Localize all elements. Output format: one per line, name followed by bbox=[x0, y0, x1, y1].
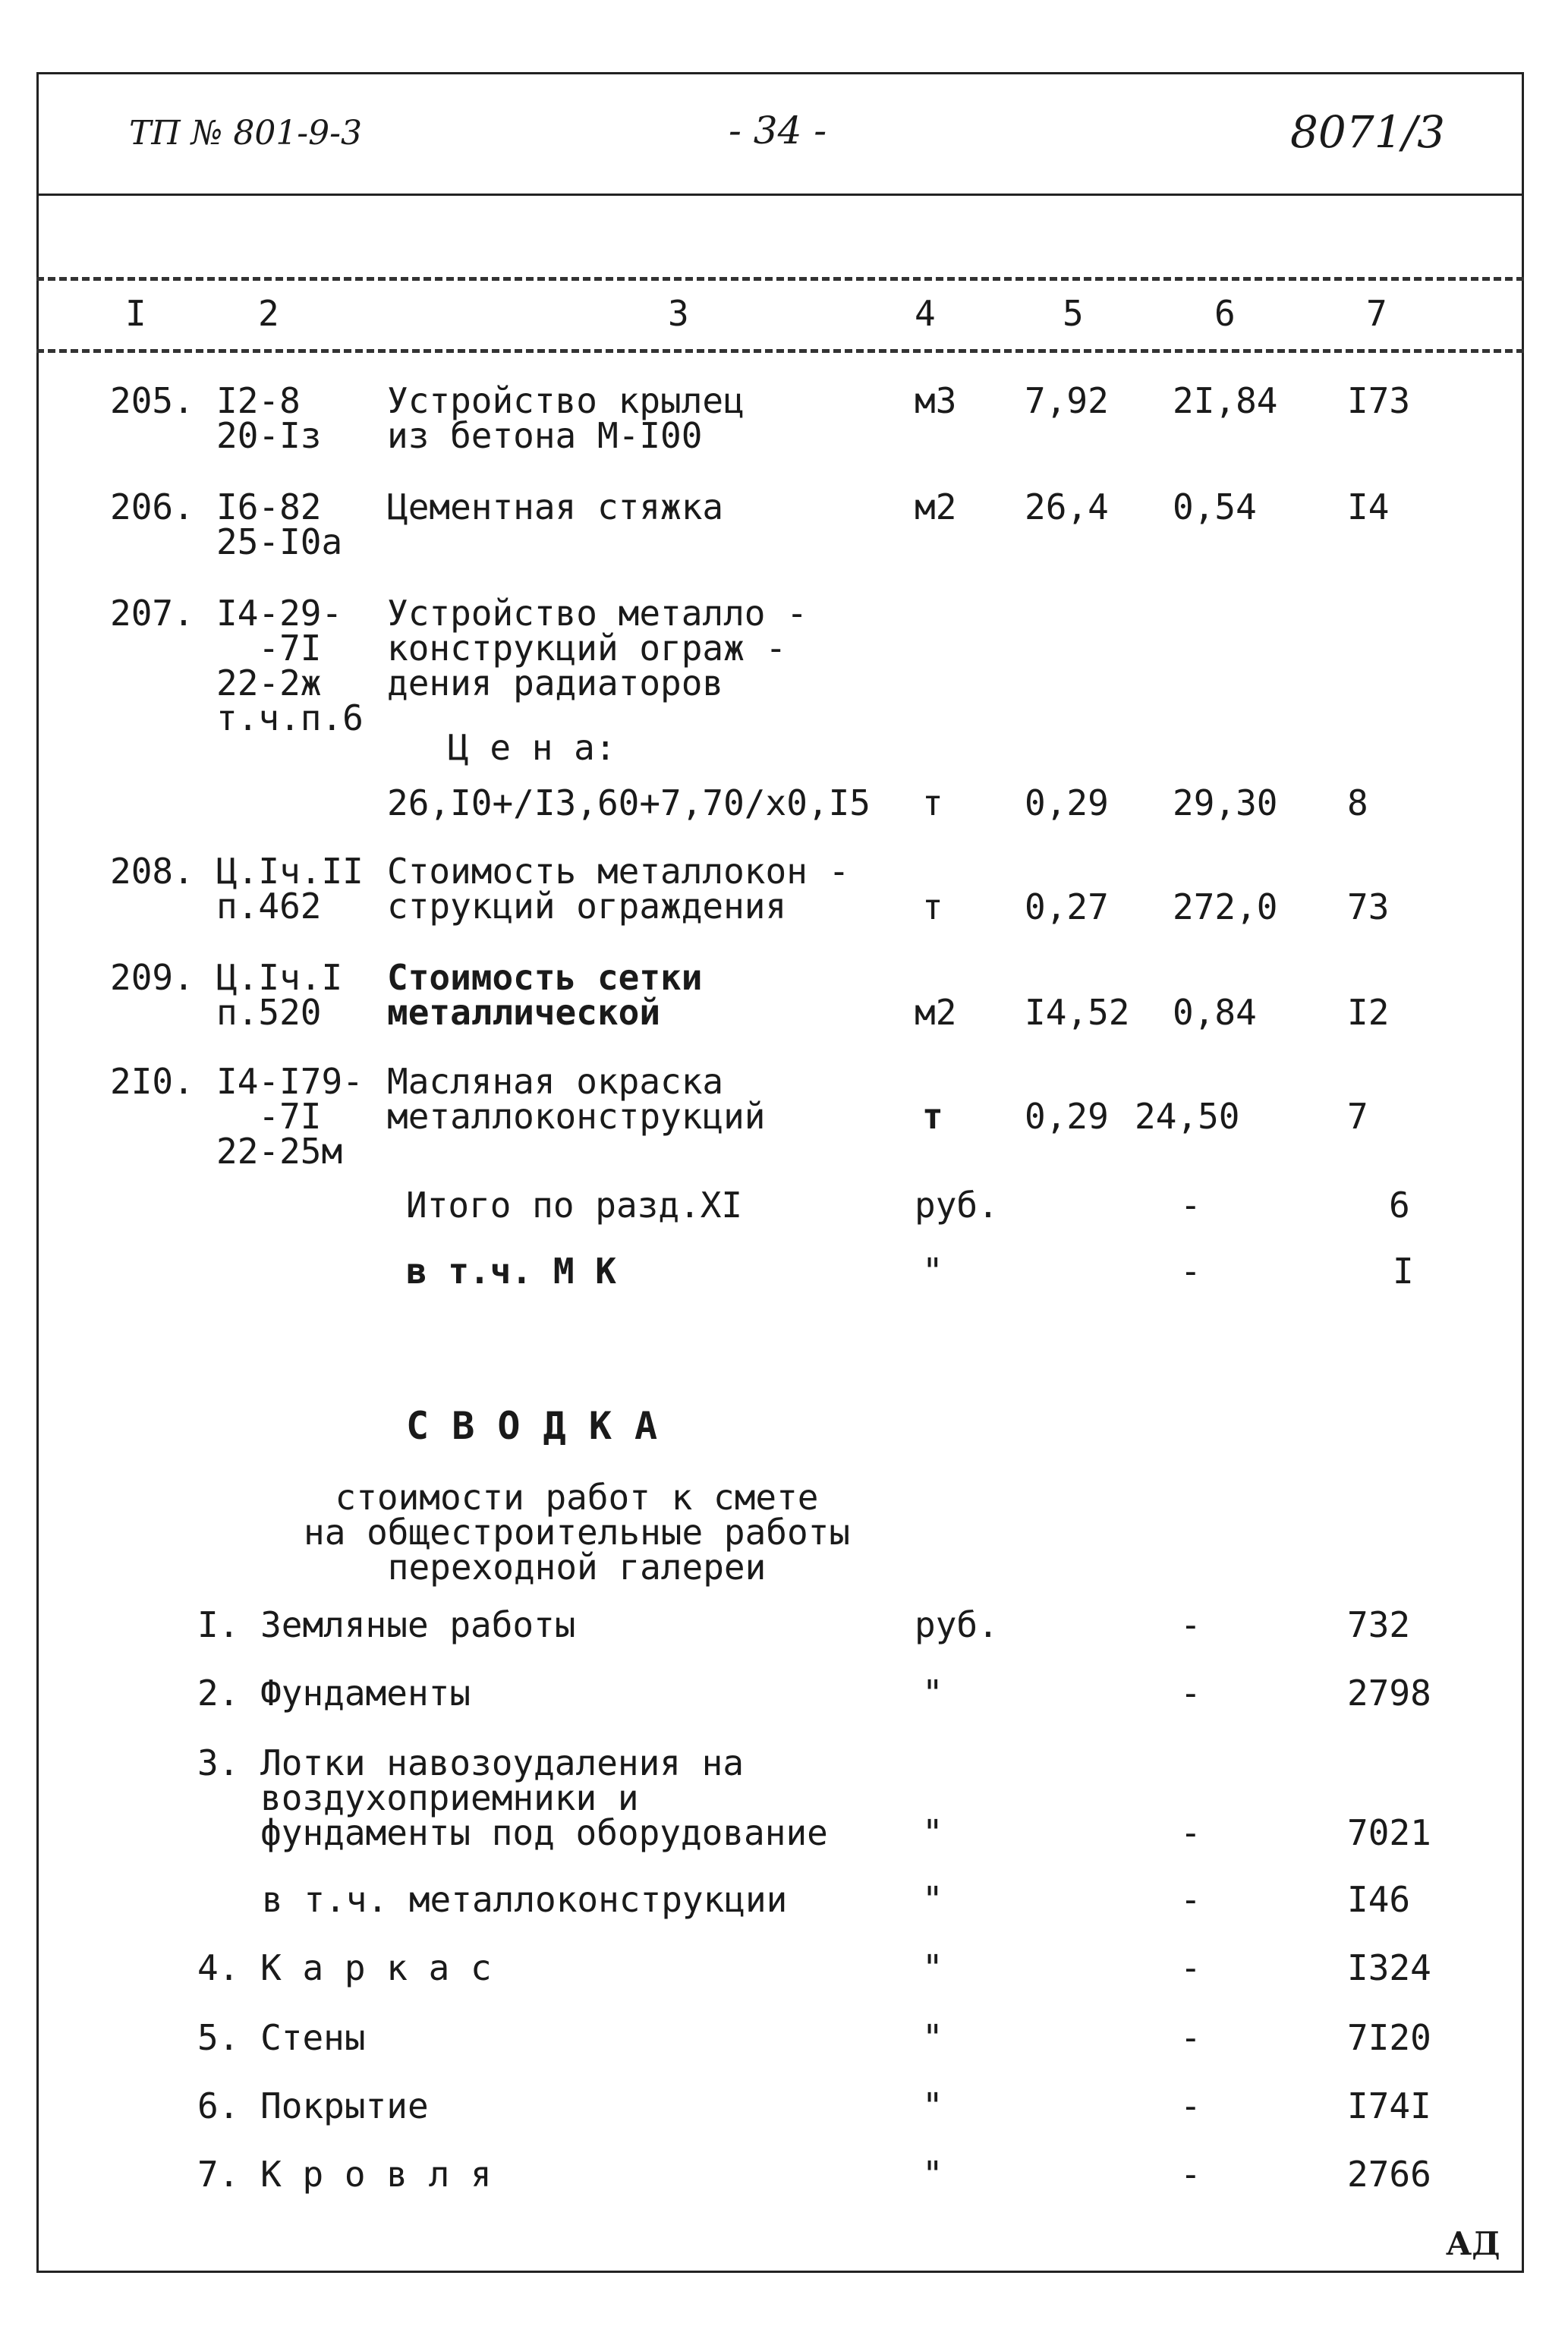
row-207-total: 8 bbox=[1347, 782, 1368, 823]
summary-item-2-value: 2798 bbox=[1347, 1673, 1431, 1714]
subtotal-unit: руб. bbox=[915, 1185, 999, 1226]
row-206-total: I4 bbox=[1347, 486, 1390, 527]
row-205-num: 205. bbox=[110, 380, 194, 421]
row-209-qty: I4,52 bbox=[1025, 992, 1130, 1033]
summary-item-3a-dash: - bbox=[1180, 1879, 1201, 1920]
subtotal-value: 6 bbox=[1389, 1185, 1410, 1226]
doc-code: ТП № 801-9-3 bbox=[129, 114, 363, 153]
col-num-2: 2 bbox=[258, 293, 279, 334]
column-header-top-rule bbox=[36, 277, 1524, 281]
row-208-name: Стоимость металлокон - струкций ограждения bbox=[387, 851, 850, 927]
col-num-1: I bbox=[125, 293, 146, 334]
summary-item-2-dash: - bbox=[1180, 1673, 1201, 1714]
row-210-unit: т bbox=[922, 1096, 943, 1137]
summary-title: С В О Д К А bbox=[406, 1404, 658, 1448]
summary-item-3-dash: - bbox=[1180, 1812, 1201, 1853]
row-209-total: I2 bbox=[1347, 992, 1390, 1033]
summary-item-3-label: 3. Лотки навозоудаления на воздухоприемники и фундаменты под оборудование bbox=[197, 1742, 828, 1853]
row-207-code: I4-29- -7I 22-2ж т.ч.п.6 bbox=[216, 593, 364, 738]
summary-item-1-label: I. Земляные работы bbox=[197, 1604, 576, 1645]
summary-item-4-dash: - bbox=[1180, 1947, 1201, 1988]
summary-item-5-label: 5. Стены bbox=[197, 2017, 366, 2058]
row-209-code: Ц.Iч.I п.520 bbox=[216, 957, 343, 1033]
summary-item-3a-value: I46 bbox=[1347, 1879, 1411, 1920]
summary-item-5-value: 7I20 bbox=[1347, 2017, 1431, 2058]
row-209-unit: м2 bbox=[915, 992, 957, 1033]
summary-item-1-dash: - bbox=[1180, 1604, 1201, 1645]
summary-subtitle: стоимости работ к смете на общестроительные работы переходной галереи bbox=[304, 1477, 851, 1588]
row-207-price-label: Ц е н а: bbox=[448, 727, 616, 768]
summary-item-1-value: 732 bbox=[1347, 1604, 1411, 1645]
row-207-num: 207. bbox=[110, 593, 194, 634]
row-205-code: I2-8 20-Iз bbox=[216, 380, 322, 456]
row-206-num: 206. bbox=[110, 486, 194, 527]
summary-item-7-value: 2766 bbox=[1347, 2154, 1431, 2195]
corner-stamp: АД bbox=[1446, 2225, 1500, 2262]
row-207-name: Устройство металло - конструкций ограж - дения радиаторов bbox=[387, 593, 808, 703]
page-number: - 34 - bbox=[729, 109, 827, 153]
summary-item-3-unit: " bbox=[922, 1812, 943, 1853]
summary-item-2-unit: " bbox=[922, 1673, 943, 1714]
row-207-price-formula: 26,I0+/I3,60+7,70/х0,I5 bbox=[387, 782, 871, 823]
summary-item-6-dash: - bbox=[1180, 2085, 1201, 2126]
subtotal-mk-unit: " bbox=[922, 1251, 943, 1292]
row-206-price: 0,54 bbox=[1173, 486, 1257, 527]
row-205-unit: м3 bbox=[915, 380, 957, 421]
summary-item-6-value: I74I bbox=[1347, 2085, 1431, 2126]
row-210-code: I4-I79- -7I 22-25м bbox=[216, 1061, 364, 1172]
row-205-total: I73 bbox=[1347, 380, 1411, 421]
summary-item-3-value: 7021 bbox=[1347, 1812, 1431, 1853]
col-num-6: 6 bbox=[1214, 293, 1236, 334]
subtotal-mk-label: в т.ч. М К bbox=[406, 1251, 616, 1292]
col-num-4: 4 bbox=[915, 293, 936, 334]
row-207-unit: т bbox=[922, 782, 943, 823]
row-207-price: 29,30 bbox=[1173, 782, 1278, 823]
summary-item-4-value: I324 bbox=[1347, 1947, 1431, 1988]
row-208-total: 73 bbox=[1347, 886, 1390, 927]
row-208-price: 272,0 bbox=[1173, 886, 1278, 927]
summary-item-6-label: 6. Покрытие bbox=[197, 2085, 429, 2126]
row-210-name: Масляная окраска металлоконструкций bbox=[387, 1061, 766, 1137]
col-num-7: 7 bbox=[1366, 293, 1387, 334]
row-206-qty: 26,4 bbox=[1025, 486, 1109, 527]
header-divider bbox=[36, 194, 1524, 196]
row-209-price: 0,84 bbox=[1173, 992, 1257, 1033]
subtotal-mk-value: I bbox=[1393, 1251, 1414, 1292]
summary-item-6-unit: " bbox=[922, 2085, 943, 2126]
row-206-code: I6-82 25-I0а bbox=[216, 486, 343, 562]
subtotal-mk-dash: - bbox=[1180, 1251, 1201, 1292]
row-208-code: Ц.Iч.II п.462 bbox=[216, 851, 364, 927]
row-205-qty: 7,92 bbox=[1025, 380, 1109, 421]
subtotal-label: Итого по разд.XI bbox=[406, 1185, 743, 1226]
row-206-name: Цементная стяжка bbox=[387, 486, 724, 527]
summary-item-5-dash: - bbox=[1180, 2017, 1201, 2058]
summary-item-7-dash: - bbox=[1180, 2154, 1201, 2195]
row-207-qty: 0,29 bbox=[1025, 782, 1109, 823]
row-208-num: 208. bbox=[110, 851, 194, 892]
column-header-bottom-rule bbox=[36, 349, 1524, 353]
row-205-price: 2I,84 bbox=[1173, 380, 1278, 421]
summary-item-7-label: 7. К р о в л я bbox=[197, 2154, 492, 2195]
col-num-5: 5 bbox=[1063, 293, 1084, 334]
row-210-num: 2I0. bbox=[110, 1061, 194, 1102]
subtotal-dash: - bbox=[1180, 1185, 1201, 1226]
inventory-number: 8071/3 bbox=[1290, 106, 1446, 158]
summary-item-4-label: 4. К а р к а с bbox=[197, 1947, 492, 1988]
row-208-unit: т bbox=[922, 886, 943, 927]
row-209-num: 209. bbox=[110, 957, 194, 998]
summary-item-3a-label: в т.ч. металлоконструкции bbox=[262, 1879, 788, 1920]
summary-item-4-unit: " bbox=[922, 1947, 943, 1988]
summary-item-7-unit: " bbox=[922, 2154, 943, 2195]
row-209-name: Стоимость сетки металлической bbox=[387, 957, 703, 1033]
summary-item-3a-unit: " bbox=[922, 1879, 943, 1920]
row-205-name: Устройство крылец из бетона М-I00 bbox=[387, 380, 745, 456]
summary-item-5-unit: " bbox=[922, 2017, 943, 2058]
summary-item-1-unit: руб. bbox=[915, 1604, 999, 1645]
col-num-3: 3 bbox=[668, 293, 689, 334]
row-206-unit: м2 bbox=[915, 486, 957, 527]
row-210-qty: 0,29 bbox=[1025, 1096, 1109, 1137]
row-210-total: 7 bbox=[1347, 1096, 1368, 1137]
summary-item-2-label: 2. Фундаменты bbox=[197, 1673, 471, 1714]
row-208-qty: 0,27 bbox=[1025, 886, 1109, 927]
row-210-price: 24,50 bbox=[1135, 1096, 1240, 1137]
